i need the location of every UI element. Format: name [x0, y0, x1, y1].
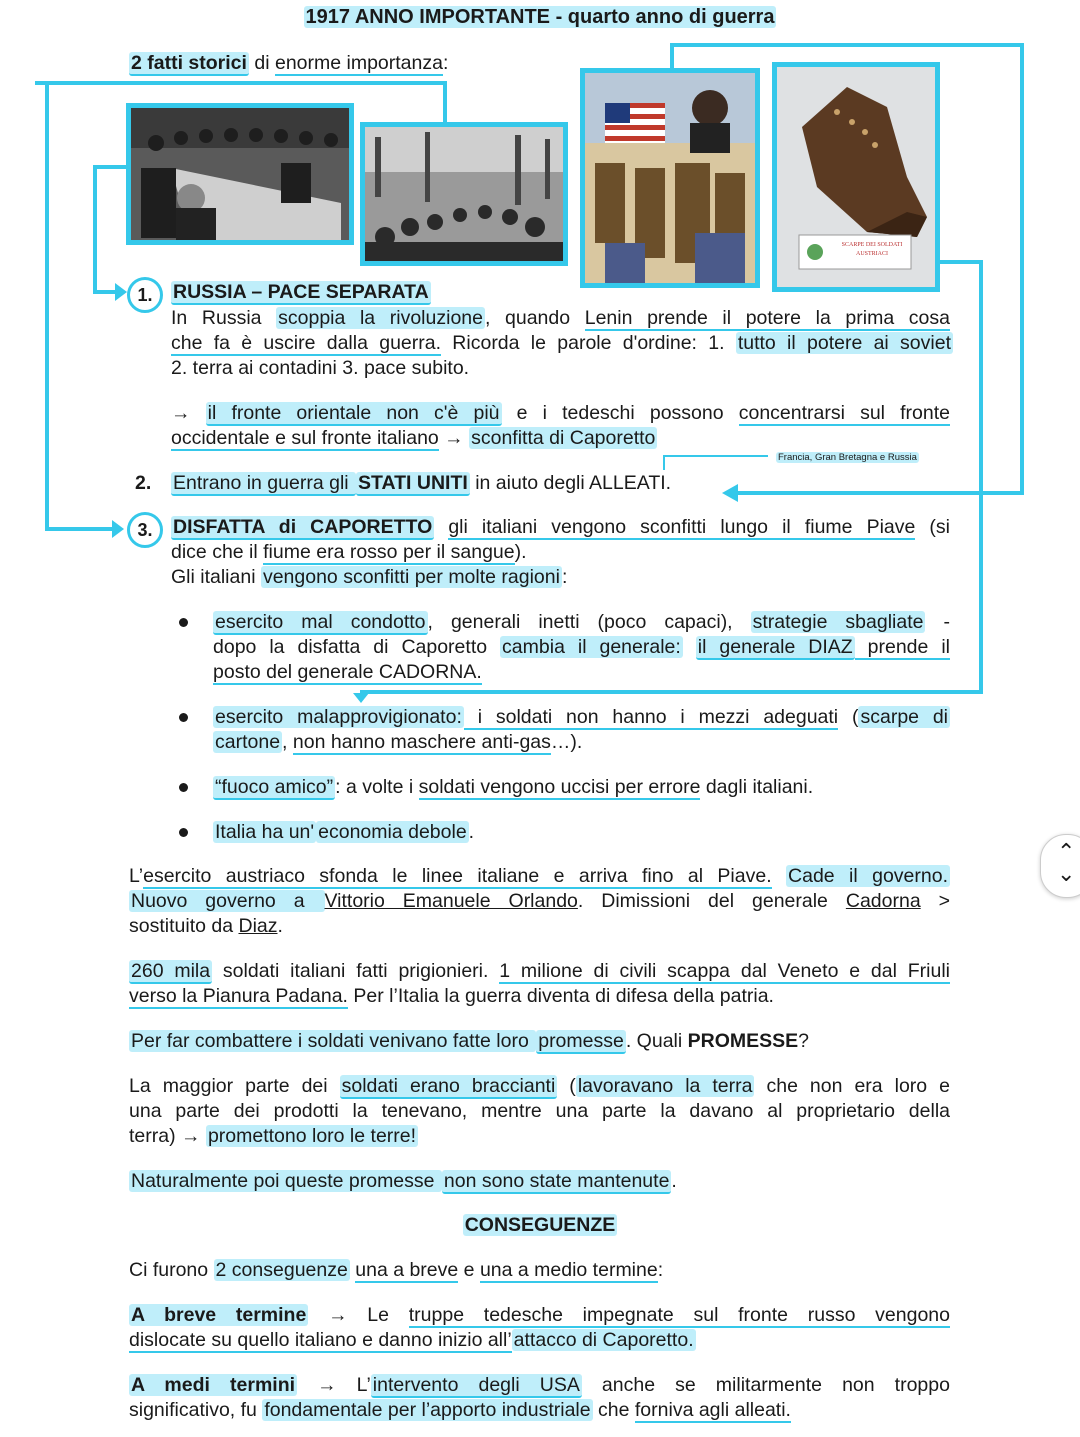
connector-line: [935, 260, 983, 264]
text-line: Italia ha un' economia debole .: [215, 821, 475, 843]
number-label: 2.: [135, 472, 152, 494]
bullet: [179, 828, 188, 837]
arrow-head: [115, 283, 127, 301]
text-line: A medi termini → L’ intervento degli USA anche se militarmente non troppo: [131, 1374, 950, 1396]
connector-line: [1020, 43, 1024, 495]
chevron-up-icon[interactable]: ⌃: [1057, 839, 1076, 864]
text-line: dopo la disfatta di Caporetto cambia il generale: il generale DIAZ prende il: [213, 636, 950, 658]
arrow-head: [353, 693, 369, 703]
section-heading: CONSEGUENZE: [464, 1214, 616, 1236]
text-line: occidentale e sul fronte italiano → sconfitta di Caporetto: [171, 427, 656, 449]
connector-line: [443, 81, 447, 125]
connector-line: [979, 260, 983, 694]
connector-line: [663, 455, 768, 457]
page-title: 1917 ANNO IMPORTANTE - quarto anno di guerra: [305, 6, 775, 28]
text-line: dice che il fiume era rosso per il sangue).: [171, 541, 527, 563]
photo-retreat: [360, 122, 568, 266]
connector-line: [663, 455, 665, 470]
text-line: Entrano in guerra gli STATI UNITI in aiuto degli ALLEATI.: [173, 472, 672, 494]
bullet: [179, 783, 188, 792]
text-line: Nuovo governo a Vittorio Emanuele Orlando. Dimissioni del generale Cadorna >: [131, 890, 950, 912]
intro-line: 2 fatti storici di enorme importanza:: [131, 52, 449, 74]
text-line: terra) → promettono loro le terre!: [129, 1125, 417, 1147]
text-line: In Russia scoppia la rivoluzione , quando Lenin prende il potere la prima cosa: [171, 307, 950, 329]
bullet: [179, 713, 188, 722]
text-line: L’esercito austriaco sfonda le linee italiane e arriva fino al Piave. Cade il governo.: [129, 865, 948, 887]
text-line: posto del generale CADORNA.: [213, 661, 482, 683]
text-line: Ci furono 2 conseguenze una a breve e una a medio termine:: [129, 1259, 664, 1281]
boot-label: SCARPE DEI SOLDATI AUSTRIACI: [841, 242, 903, 257]
text-line: La maggior parte dei soldati erano braccianti ( lavoravano la terra che non era loro e: [129, 1075, 950, 1097]
photo-peace-conference: [126, 103, 354, 245]
bullet: [179, 618, 188, 627]
text-line: Per far combattere i soldati venivano fatte loro promesse . Quali PROMESSE?: [131, 1030, 810, 1052]
text-line: 2. terra ai contadini 3. pace subito.: [171, 357, 470, 379]
text-line: esercito mal condotto , generali inetti (poco capaci), strategie sbagliate -: [215, 611, 950, 633]
text-line: sostituito da Diaz.: [129, 915, 283, 937]
connector-line: [93, 165, 97, 294]
text-line: significativo, fu fondamentale per l’apporto industriale che forniva agli alleati.: [129, 1399, 791, 1421]
text-line: cartone , non hanno maschere anti-gas…).: [215, 731, 583, 753]
section-heading: RUSSIA – PACE SEPARATA: [173, 281, 429, 303]
connector-line: [670, 43, 1024, 47]
page-nav-control[interactable]: [1040, 834, 1080, 898]
text-line: una parte dei prodotti la tenevano, mentre una parte la davano al proprietario della: [129, 1100, 950, 1122]
chevron-down-icon[interactable]: ⌄: [1057, 861, 1076, 886]
text-line: Gli italiani vengono sconfitti per molte ragioni :: [171, 566, 568, 588]
text-line: dislocate su quello italiano e danno inizio all’ attacco di Caporetto.: [129, 1329, 694, 1351]
text-line: esercito malapprovigionato: i soldati non hanno i mezzi adeguati ( scarpe di: [215, 706, 949, 728]
connector-line: [45, 527, 115, 531]
text-line: Naturalmente poi queste promesse non sono state mantenute .: [131, 1170, 677, 1192]
allies-note: Francia, Gran Bretagna e Russia: [778, 452, 917, 463]
arrow-head: [112, 520, 124, 538]
text-line: verso la Pianura Padana. Per l’Italia la guerra diventa di difesa della patria.: [129, 985, 774, 1007]
connector-line: [45, 81, 49, 530]
text-line: A breve termine → Le truppe tedesche impegnate sul fronte russo vengono: [131, 1304, 950, 1326]
photo-soldier-boot: [772, 62, 940, 292]
connector-line: [35, 81, 447, 85]
number-badge: 1.: [127, 277, 163, 313]
text-line: che fa è uscire dalla guerra. Ricorda le parole d'ordine: 1. tutto il potere ai soviet: [171, 332, 951, 354]
arrow-head: [722, 484, 738, 502]
text-line: DISFATTA di CAPORETTO gli italiani vengono sconfitti lungo il fiume Piave (si: [173, 516, 951, 538]
connector-line: [360, 690, 983, 694]
number-badge: 3.: [127, 512, 163, 548]
text-line: → il fronte orientale non c'è più e i tedeschi possono concentrarsi sul fronte: [171, 402, 950, 424]
photo-usa-poster: [580, 68, 760, 288]
text-line: “fuoco amico” : a volte i soldati vengono uccisi per errore dagli italiani.: [215, 776, 814, 798]
text-line: 260 mila soldati italiani fatti prigionieri. 1 milione di civili scappa dal Veneto e dal Friuli: [131, 960, 950, 982]
